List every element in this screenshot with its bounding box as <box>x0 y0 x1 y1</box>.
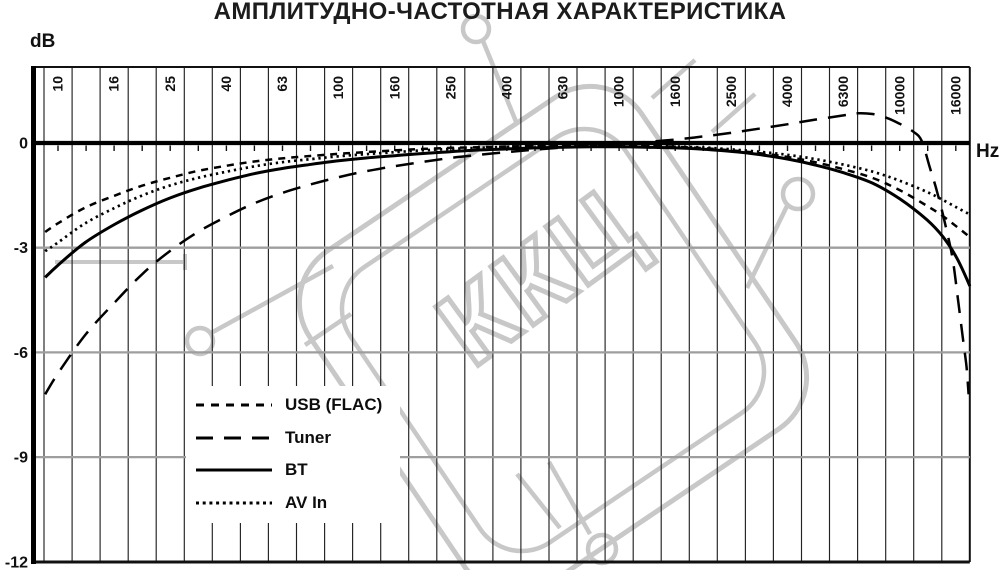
x-tick-label: 25 <box>161 76 178 92</box>
y-tick-label: -9 <box>13 449 28 467</box>
y-axis-unit-label: dB <box>30 31 56 52</box>
legend-line-long-dash-icon <box>196 434 272 442</box>
legend-line-dotted-icon <box>196 499 272 507</box>
x-tick-label: 160 <box>386 76 403 100</box>
y-tick-label: -3 <box>13 240 28 258</box>
legend-item-tuner <box>196 427 400 449</box>
legend-line-solid-icon <box>196 466 272 474</box>
pin-line-bottom-1 <box>517 474 560 528</box>
x-tick-label: 250 <box>442 76 459 100</box>
legend-item-bt <box>196 459 400 481</box>
x-tick-label: 4000 <box>779 76 796 108</box>
x-tick-label: 100 <box>330 76 347 100</box>
x-tick-label: 16 <box>105 76 122 92</box>
x-tick-label: 400 <box>498 76 515 100</box>
pin-circle-right <box>783 179 813 209</box>
legend <box>186 386 400 523</box>
watermark-text: ККЦ <box>417 165 662 388</box>
pin-line-left <box>211 266 333 333</box>
x-tick-label: 40 <box>218 76 235 92</box>
y-tick-label: 0 <box>19 135 28 153</box>
x-tick-label: 630 <box>554 76 571 100</box>
x-tick-label: 16000 <box>947 76 964 115</box>
y-tick-label: -6 <box>13 344 28 362</box>
x-tick-label: 1600 <box>666 76 683 108</box>
x-tick-label: 63 <box>274 76 291 92</box>
chart-title: АМПЛИТУДНО-ЧАСТОТНАЯ ХАРАКТЕРИСТИКА <box>213 0 787 25</box>
legend-line-short-dash-icon <box>196 401 272 409</box>
x-tick-label: 6300 <box>835 76 852 108</box>
pin-circle-left <box>187 328 213 354</box>
legend-item-usb-flac <box>196 394 400 416</box>
x-axis-unit-label: Hz <box>976 141 1000 162</box>
x-tick-label: 10 <box>49 76 66 92</box>
y-tick-labels <box>5 136 28 570</box>
legend-label: BT <box>285 460 308 480</box>
legend-label: AV In <box>285 492 328 512</box>
y-tick-label: -12 <box>4 554 28 570</box>
legend-item-av-in <box>196 492 400 514</box>
x-tick-label: 10000 <box>891 76 908 115</box>
x-tick-labels <box>50 76 964 115</box>
legend-label: Tuner <box>285 427 331 447</box>
x-tick-label: 2500 <box>722 76 739 108</box>
legend-label: USB (FLAC) <box>285 395 383 414</box>
x-tick-label: 1000 <box>610 76 627 108</box>
